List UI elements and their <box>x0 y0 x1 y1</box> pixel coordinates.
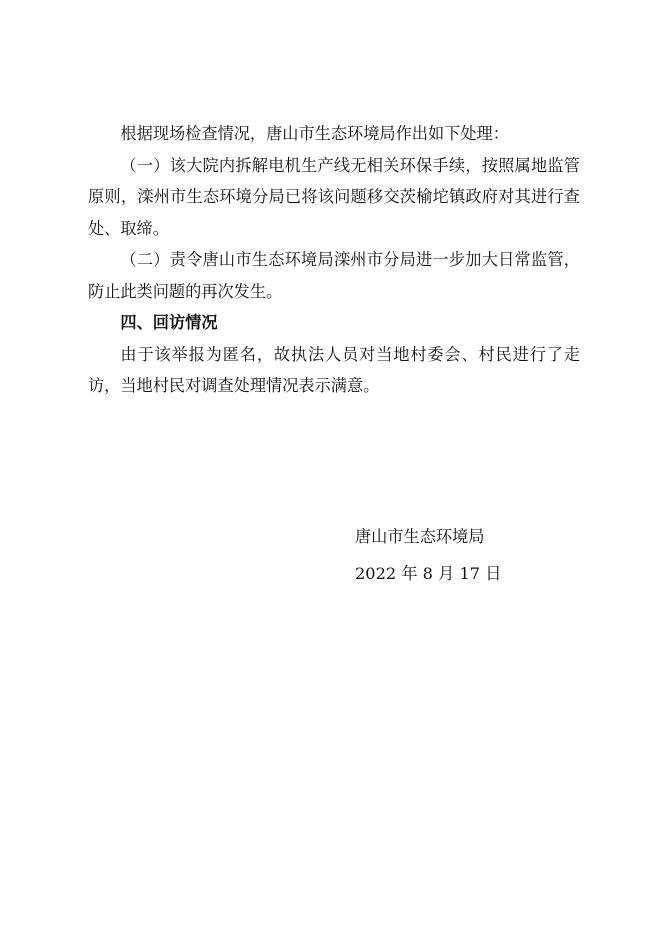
document-body <box>88 118 580 402</box>
paragraph-handling-item-2: （二）责令唐山市生态环境局滦州市分局进一步加大日常监管，防止此类问题的再次发生。 <box>88 250 580 301</box>
paragraph-handling-item-1: （一）该大院内拆解电机生产线无相关环保手续，按照属地监管原则，滦州市生态环境分局已将该问题移交茨榆坨镇政府对其进行查处、取缔。 <box>88 155 580 238</box>
paragraph-handling-intro: 根据现场检查情况，唐山市生态环境局作出如下处理： <box>120 124 509 143</box>
signature-org: 唐山市生态环境局 <box>355 527 485 546</box>
section-heading-followup: 四、回访情况 <box>120 313 218 332</box>
signature-date: 2022 年 8 月 17 日 <box>355 564 502 583</box>
signature-block <box>355 518 501 592</box>
paragraph-followup: 由于该举报为匿名，故执法人员对当地村委会、村民进行了走访，当地村民对调查处理情况表示满意。 <box>88 344 580 395</box>
